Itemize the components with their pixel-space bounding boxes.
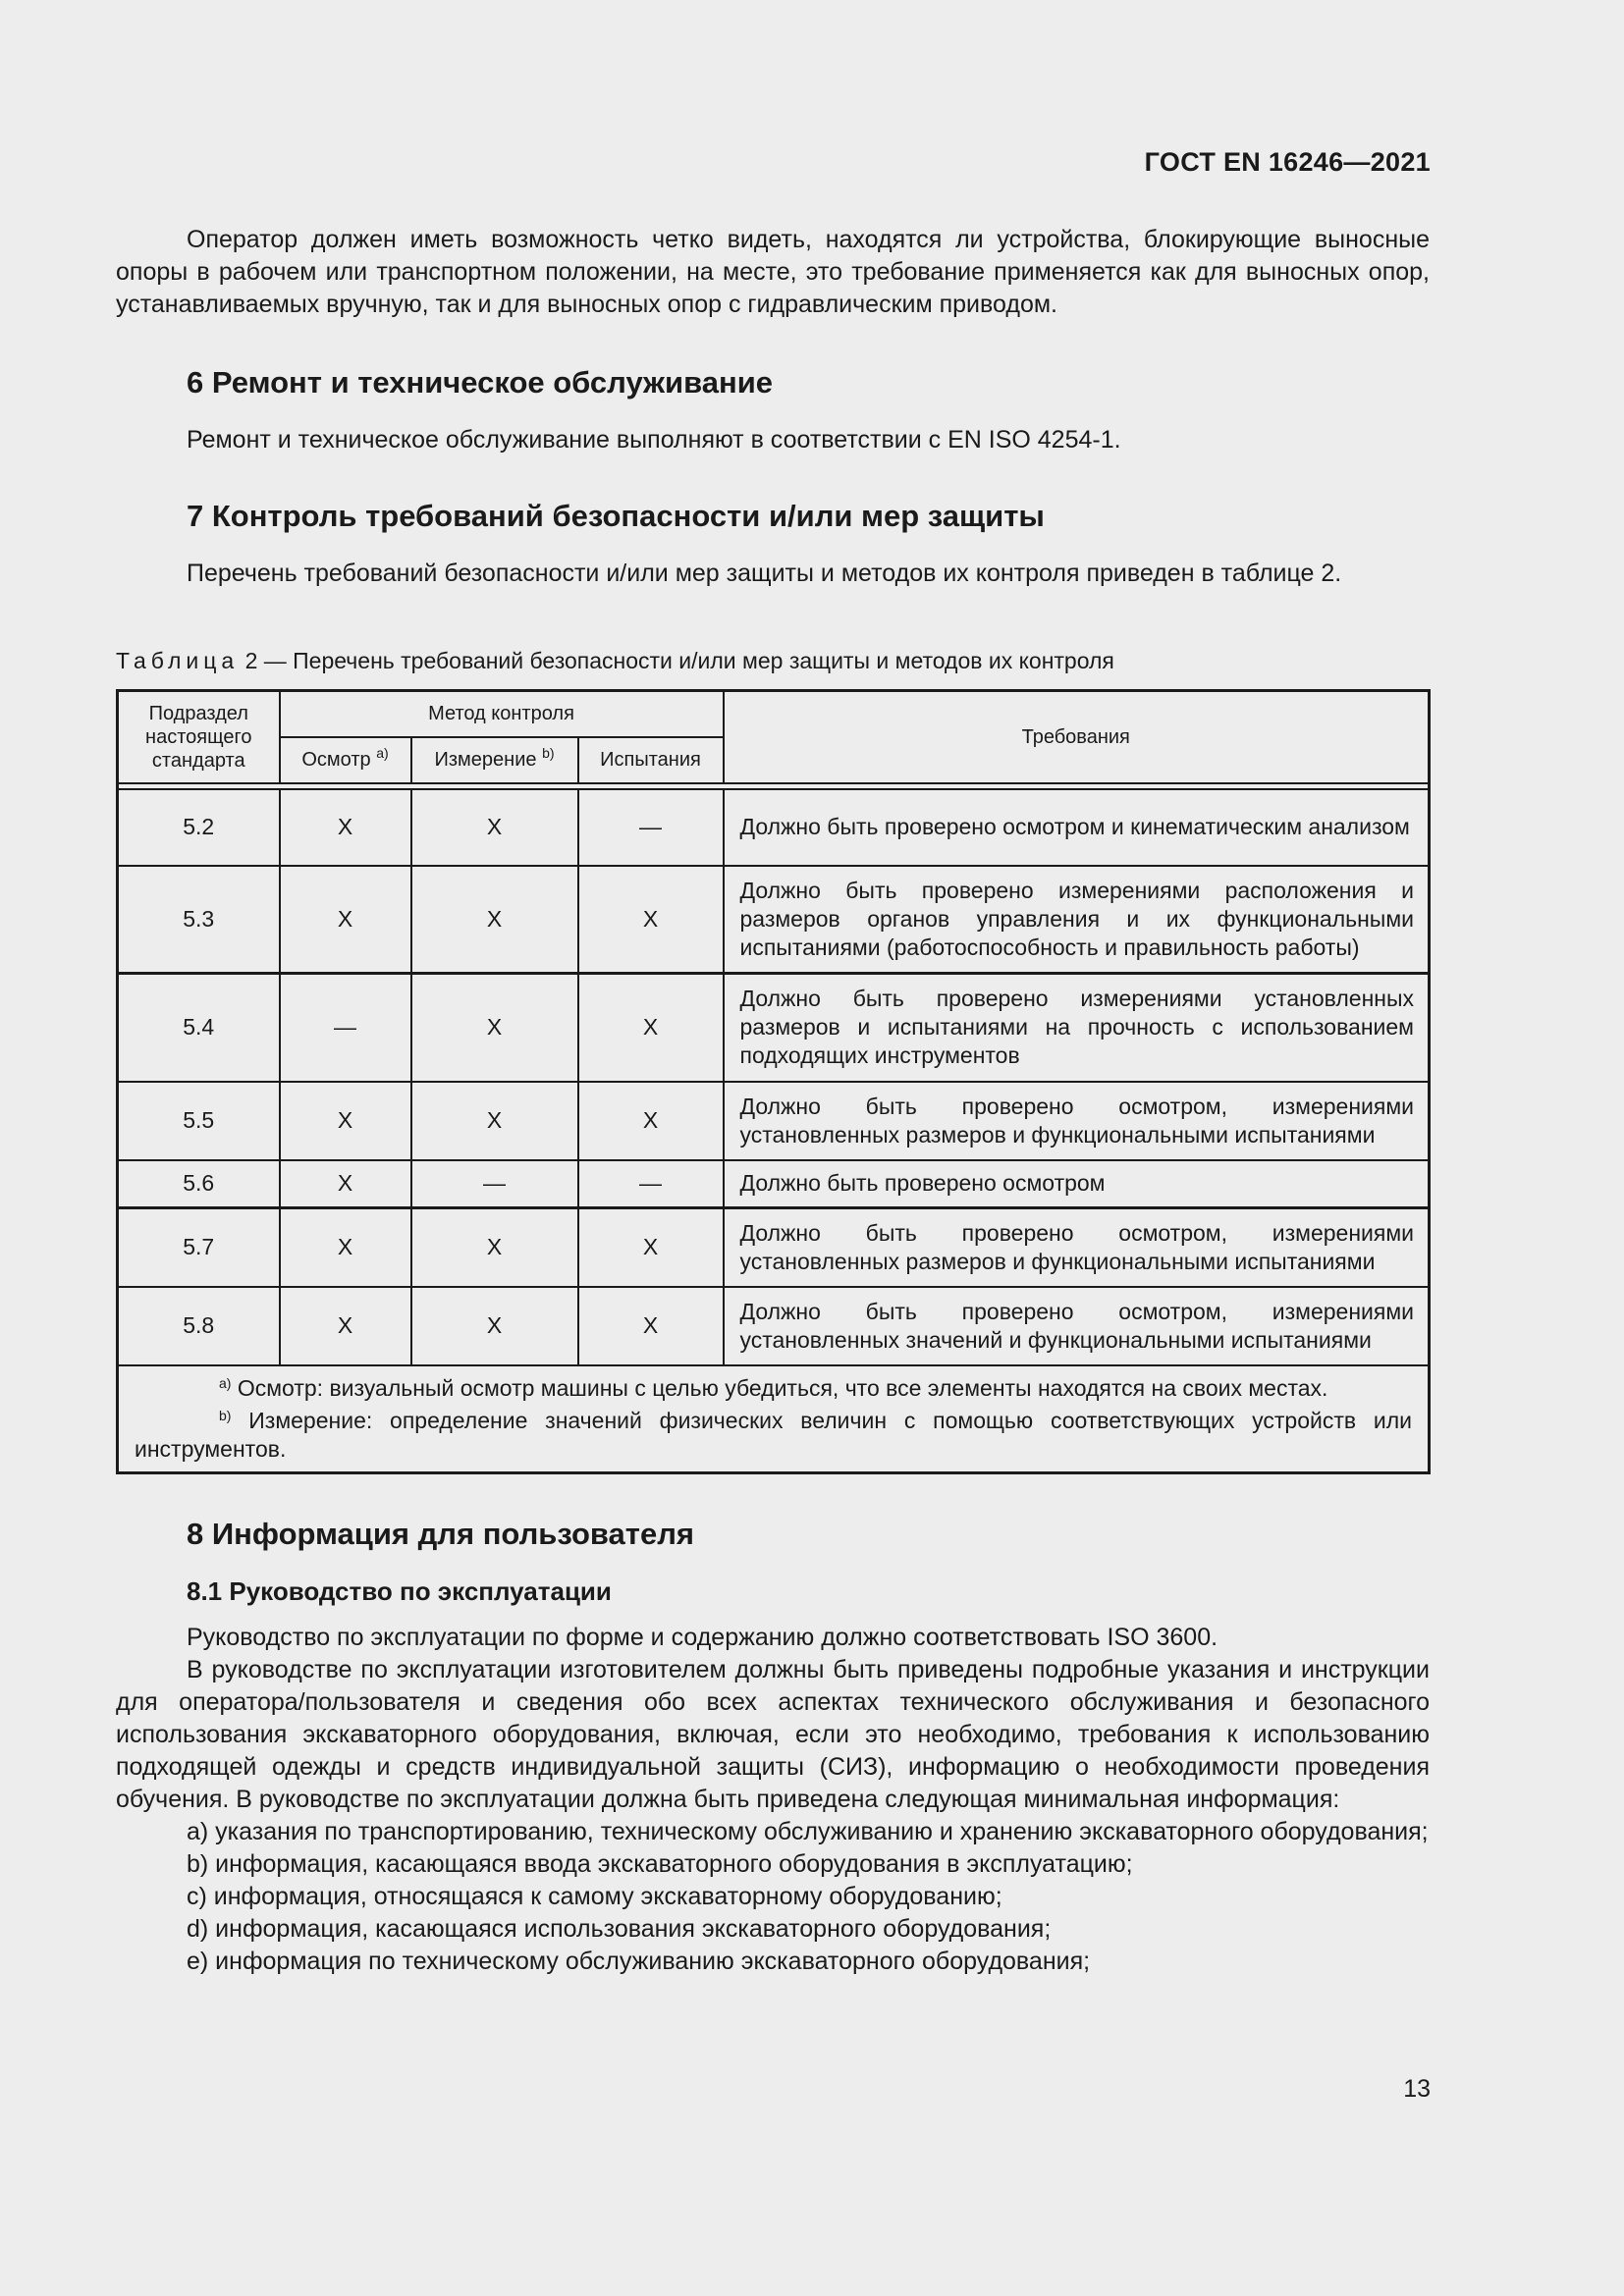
cell-testing: — <box>578 1160 724 1208</box>
section-7-heading: 7 Контроль требований безопасности и/или мер защиты <box>187 499 1045 533</box>
cell-testing: X <box>578 974 724 1082</box>
cell-testing: X <box>578 866 724 974</box>
cell-testing: X <box>578 1208 724 1287</box>
cell-subsection: 5.8 <box>118 1287 280 1365</box>
cell-requirement: Должно быть проверено осмотром, измерениями установленных размеров и функциональными испытаниями <box>724 1208 1430 1287</box>
cell-measurement: X <box>411 1287 578 1365</box>
section-8-1-para2: В руководстве по эксплуатации изготовителем должны быть приведены подробные указания и инструкции для оператора/пользователя и сведения обо всех аспектах технического обслуживания и безопасного использования экскаваторного оборудования, включая, если это необходимо, требования к использованию подходящей одежды и средств индивидуальной защиты (СИЗ), информацию о необходимости проведения обучения. В руководстве по эксплуатации должна быть приведена следующая минимальная информация: <box>116 1656 1430 1813</box>
cell-subsection: 5.4 <box>118 974 280 1082</box>
cell-requirement: Должно быть проверено осмотром <box>724 1160 1430 1208</box>
cell-subsection: 5.5 <box>118 1082 280 1160</box>
table-row <box>118 1160 1430 1208</box>
cell-requirement: Должно быть проверено измерениями расположения и размеров органов управления и их функциональными испытаниями (работоспособность и правильность работы) <box>724 866 1430 974</box>
cell-requirement: Должно быть проверено измерениями установленных размеров и испытаниями на прочность с использованием подходящих инструментов <box>724 974 1430 1082</box>
header-subsection: Подраздел настоящего стандарта <box>118 691 280 783</box>
requirements-table <box>116 689 1431 1474</box>
section-7-text: Перечень требований безопасности и/или мер защиты и методов их контроля приведен в таблице 2. <box>187 560 1342 587</box>
cell-measurement: X <box>411 866 578 974</box>
header-inspection: Осмотр $^{a)}$ <box>280 737 411 783</box>
cell-measurement: X <box>411 974 578 1082</box>
header-requirements: Требования <box>724 691 1430 783</box>
list-item: e) информация по техническому обслуживанию экскаваторного оборудования; <box>187 1948 1091 1975</box>
header-measurement: Измерение $^{b)}$ <box>411 737 578 783</box>
cell-measurement: — <box>411 1160 578 1208</box>
section-8-1-para1: Руководство по эксплуатации по форме и содержанию должно соответствовать ISO 3600. <box>187 1624 1218 1651</box>
list-item: c) информация, относящаяся к самому экскаваторному оборудованию; <box>187 1883 1002 1910</box>
page-number: 13 <box>1403 2075 1431 2103</box>
cell-measurement: X <box>411 789 578 866</box>
table-note-b: $^{b)}$ Измерение: определение значений физических величин с помощью соответствующих устройств или инструментов. <box>135 1407 1412 1462</box>
cell-inspection: — <box>280 974 411 1082</box>
cell-testing: X <box>578 1287 724 1365</box>
table-caption <box>116 648 1114 674</box>
table-notes <box>118 1365 1430 1473</box>
header-method: Метод контроля <box>280 691 724 737</box>
cell-testing: — <box>578 789 724 866</box>
table-row <box>118 1208 1430 1287</box>
section-6-heading: 6 Ремонт и техническое обслуживание <box>187 365 774 400</box>
list-item: b) информация, касающаяся ввода экскаваторного оборудования в эксплуатацию; <box>187 1850 1133 1878</box>
table-caption-text: 2 — Перечень требований безопасности и/или мер защиты и методов их контроля <box>244 648 1114 673</box>
list-item: d) информация, касающаяся использования экскаваторного оборудования; <box>187 1915 1052 1943</box>
header-testing: Испытания <box>578 737 724 783</box>
cell-measurement: X <box>411 1208 578 1287</box>
cell-inspection: X <box>280 1082 411 1160</box>
cell-testing: X <box>578 1082 724 1160</box>
table-note-a: $^{a)}$ Осмотр: визуальный осмотр машины с целью убедиться, что все элементы находятся на своих местах. <box>219 1374 1328 1401</box>
cell-inspection: X <box>280 789 411 866</box>
table-row <box>118 789 1430 866</box>
table-caption-label: Таблица <box>116 648 240 673</box>
section-8-1-body <box>116 1622 1430 1978</box>
intro-paragraph: Оператор должен иметь возможность четко видеть, находятся ли устройства, блокирующие выносные опоры в рабочем или транспортном положении, на месте, это требование применяется как для выносных опор, устанавливаемых вручную, так и для выносных опор с гидравлическим приводом. <box>116 226 1430 318</box>
cell-requirement: Должно быть проверено осмотром, измерениями установленных размеров и функциональными испытаниями <box>724 1082 1430 1160</box>
cell-inspection: X <box>280 1287 411 1365</box>
section-6-text: Ремонт и техническое обслуживание выполняют в соответствии с EN ISO 4254-1. <box>187 426 1121 454</box>
table-row <box>118 1082 1430 1160</box>
cell-subsection: 5.2 <box>118 789 280 866</box>
section-8-heading: 8 Информация для пользователя <box>187 1517 694 1551</box>
cell-subsection: 5.3 <box>118 866 280 974</box>
table-row <box>118 866 1430 974</box>
cell-inspection: X <box>280 1208 411 1287</box>
section-8-1-heading: 8.1 Руководство по эксплуатации <box>187 1576 612 1606</box>
cell-inspection: X <box>280 1160 411 1208</box>
cell-inspection: X <box>280 866 411 974</box>
standard-code: ГОСТ EN 16246—2021 <box>1144 147 1431 177</box>
table-notes-row <box>118 1365 1430 1473</box>
table-row <box>118 1287 1430 1365</box>
list-item: a) указания по транспортированию, техническому обслуживанию и хранению экскаваторного оборудования; <box>187 1818 1429 1845</box>
cell-subsection: 5.7 <box>118 1208 280 1287</box>
cell-requirement: Должно быть проверено осмотром, измерениями установленных значений и функциональными испытаниями <box>724 1287 1430 1365</box>
cell-requirement: Должно быть проверено осмотром и кинематическим анализом <box>724 789 1430 866</box>
cell-subsection: 5.6 <box>118 1160 280 1208</box>
table-row <box>118 974 1430 1082</box>
cell-measurement: X <box>411 1082 578 1160</box>
